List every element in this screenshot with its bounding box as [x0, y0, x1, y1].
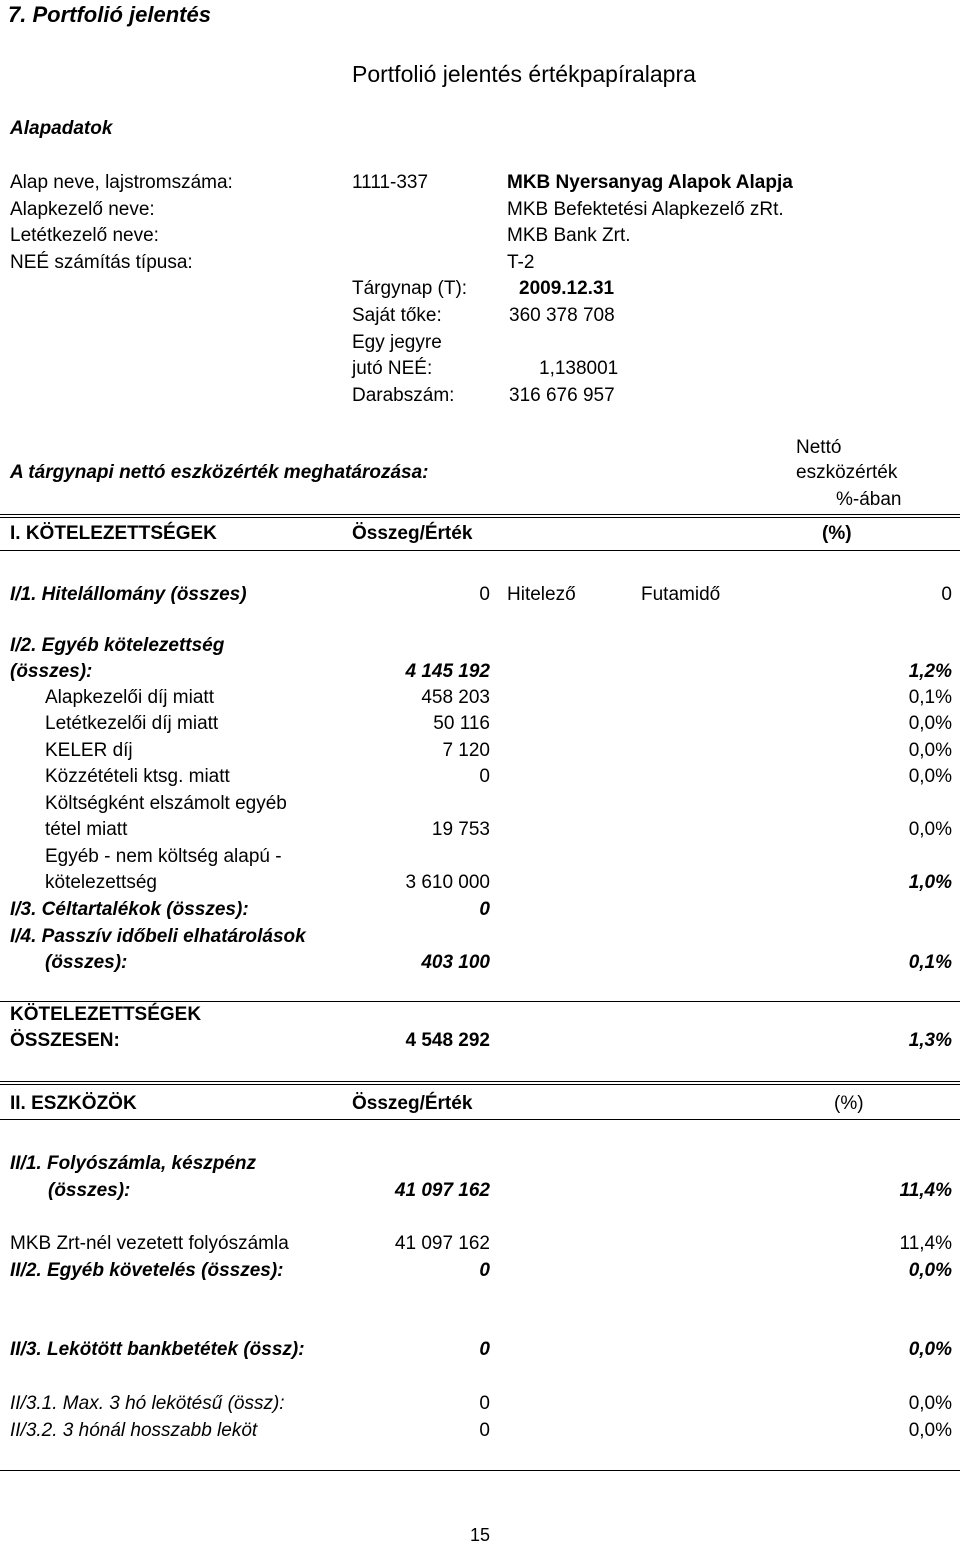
- dep2-pct: 0,0%: [908, 1420, 952, 1441]
- other-pct: 1,2%: [908, 661, 952, 682]
- liabilities-total-label-2: ÖSSZESEN:: [10, 1030, 120, 1051]
- divider: [0, 1081, 960, 1082]
- liabilities-total-value: 4 548 292: [405, 1030, 490, 1051]
- accruals-label-1: I/4. Passzív időbeli elhatárolások: [10, 926, 306, 947]
- creditor-label: Hitelező: [507, 584, 576, 605]
- account-label: MKB Zrt-nél vezetett folyószámla: [10, 1233, 289, 1254]
- chapter-title: 7. Portfolió jelentés: [8, 2, 211, 27]
- custodian-label: Letétkezelő neve:: [10, 225, 159, 246]
- divider: [0, 1119, 960, 1120]
- list-item-value: 0: [479, 766, 490, 787]
- loans-label: I/1. Hitelállomány (összes): [10, 584, 247, 605]
- list-item-label: Alapkezelői díj miatt: [45, 687, 214, 708]
- receivables-pct: 0,0%: [908, 1260, 952, 1281]
- receivables-label: II/2. Egyéb követelés (összes):: [10, 1260, 284, 1281]
- cash-label-2: (összes):: [48, 1180, 131, 1201]
- noncost-label-1: Egyéb - nem költség alapú -: [45, 846, 282, 867]
- divider: [0, 514, 960, 515]
- liabilities-amount-header: Összeg/Érték: [352, 523, 473, 544]
- noncost-label-2: kötelezettség: [45, 872, 157, 893]
- cost-item-pct: 0,0%: [908, 819, 952, 840]
- nav-determination: A tárgynapi nettó eszközérték meghatározása:: [10, 462, 429, 483]
- date-value: 2009.12.31: [519, 278, 615, 299]
- dep1-label: II/3.1. Max. 3 hó lekötésű (össz):: [10, 1393, 285, 1414]
- fund-label: Alap neve, lajstromszáma:: [10, 172, 233, 193]
- list-item-value: 50 116: [433, 713, 490, 734]
- accruals-pct: 0,1%: [908, 952, 952, 973]
- per-unit-label-2: jutó NEÉ:: [352, 358, 433, 379]
- liabilities-total-label-1: KÖTELEZETTSÉGEK: [10, 1004, 202, 1025]
- list-item-label: KELER díj: [45, 740, 133, 761]
- cost-item-label-1: Költségként elszámolt egyéb: [45, 793, 287, 814]
- list-item-pct: 0,1%: [908, 687, 952, 708]
- other-label-2: (összes):: [10, 661, 93, 682]
- list-item-pct: 0,0%: [908, 713, 952, 734]
- dep1-value: 0: [479, 1393, 490, 1414]
- receivables-value: 0: [479, 1260, 490, 1281]
- other-value: 4 145 192: [405, 661, 490, 682]
- cost-item-label-2: tétel miatt: [45, 819, 128, 840]
- assets-pct-header: (%): [834, 1093, 864, 1114]
- divider: [0, 550, 960, 551]
- deposits-value: 0: [479, 1339, 490, 1360]
- custodian-value: MKB Bank Zrt.: [507, 225, 631, 246]
- cash-label-1: II/1. Folyószámla, készpénz: [10, 1153, 257, 1174]
- manager-value: MKB Befektetési Alapkezelő zRt.: [507, 199, 784, 220]
- liabilities-heading: I. KÖTELEZETTSÉGEK: [10, 523, 217, 544]
- assets-amount-header: Összeg/Érték: [352, 1093, 473, 1114]
- list-item-value: 7 120: [442, 740, 490, 761]
- pct-header-line3: %-ában: [836, 489, 902, 510]
- loans-pct: 0: [941, 584, 952, 605]
- cost-item-value: 19 753: [431, 819, 490, 840]
- basic-heading: Alapadatok: [10, 118, 113, 139]
- units-label: Darabszám:: [352, 385, 455, 406]
- per-unit-label-1: Egy jegyre: [352, 332, 442, 353]
- list-item-label: Letétkezelői díj miatt: [45, 713, 219, 734]
- per-unit-value: 1,138001: [539, 358, 619, 379]
- nav-type-label: NEÉ számítás típusa:: [10, 252, 193, 273]
- account-pct: 11,4%: [899, 1233, 952, 1254]
- noncost-pct: 1,0%: [908, 872, 952, 893]
- accruals-label-2: (összes):: [45, 952, 128, 973]
- liabilities-total-pct: 1,3%: [908, 1030, 952, 1051]
- accruals-value: 403 100: [421, 952, 490, 973]
- deposits-pct: 0,0%: [908, 1339, 952, 1360]
- other-label-1: I/2. Egyéb kötelezettség: [10, 635, 225, 656]
- liabilities-pct-header: (%): [822, 523, 852, 544]
- divider: [0, 517, 960, 518]
- date-label: Tárgynap (T):: [352, 278, 468, 299]
- account-value: 41 097 162: [394, 1233, 490, 1254]
- list-item-label: Közzétételi ktsg. miatt: [45, 766, 230, 787]
- pct-header-line2: eszközérték: [796, 462, 898, 483]
- divider: [0, 1470, 960, 1471]
- fund-code: 1111-337: [352, 172, 429, 193]
- manager-label: Alapkezelő neve:: [10, 199, 155, 220]
- list-item-value: 458 203: [421, 687, 490, 708]
- provisions-value: 0: [479, 899, 490, 920]
- list-item-pct: 0,0%: [908, 766, 952, 787]
- equity-value: 360 378 708: [509, 305, 615, 326]
- divider: [0, 1084, 960, 1085]
- divider: [0, 1001, 960, 1002]
- deposits-label: II/3. Lekötött bankbetétek (össz):: [10, 1339, 305, 1360]
- list-item-pct: 0,0%: [908, 740, 952, 761]
- cash-pct: 11,4%: [899, 1180, 952, 1201]
- assets-heading: II. ESZKÖZÖK: [10, 1093, 137, 1114]
- report-title: Portfolió jelentés értékpapíralapra: [352, 61, 696, 87]
- loans-value: 0: [479, 584, 490, 605]
- page-number: 15: [470, 1525, 491, 1545]
- units-value: 316 676 957: [509, 385, 615, 406]
- noncost-value: 3 610 000: [405, 872, 490, 893]
- maturity-label: Futamidő: [641, 584, 721, 605]
- provisions-label: I/3. Céltartalékok (összes):: [10, 899, 249, 920]
- equity-label: Saját tőke:: [352, 305, 442, 326]
- fund-name: MKB Nyersanyag Alapok Alapja: [507, 172, 793, 193]
- nav-type-value: T-2: [507, 252, 535, 273]
- cash-value: 41 097 162: [394, 1180, 490, 1201]
- pct-header-line1: Nettó: [796, 437, 842, 458]
- dep2-value: 0: [479, 1420, 490, 1441]
- dep2-label: II/3.2. 3 hónál hosszabb leköt: [10, 1420, 258, 1441]
- dep1-pct: 0,0%: [908, 1393, 952, 1414]
